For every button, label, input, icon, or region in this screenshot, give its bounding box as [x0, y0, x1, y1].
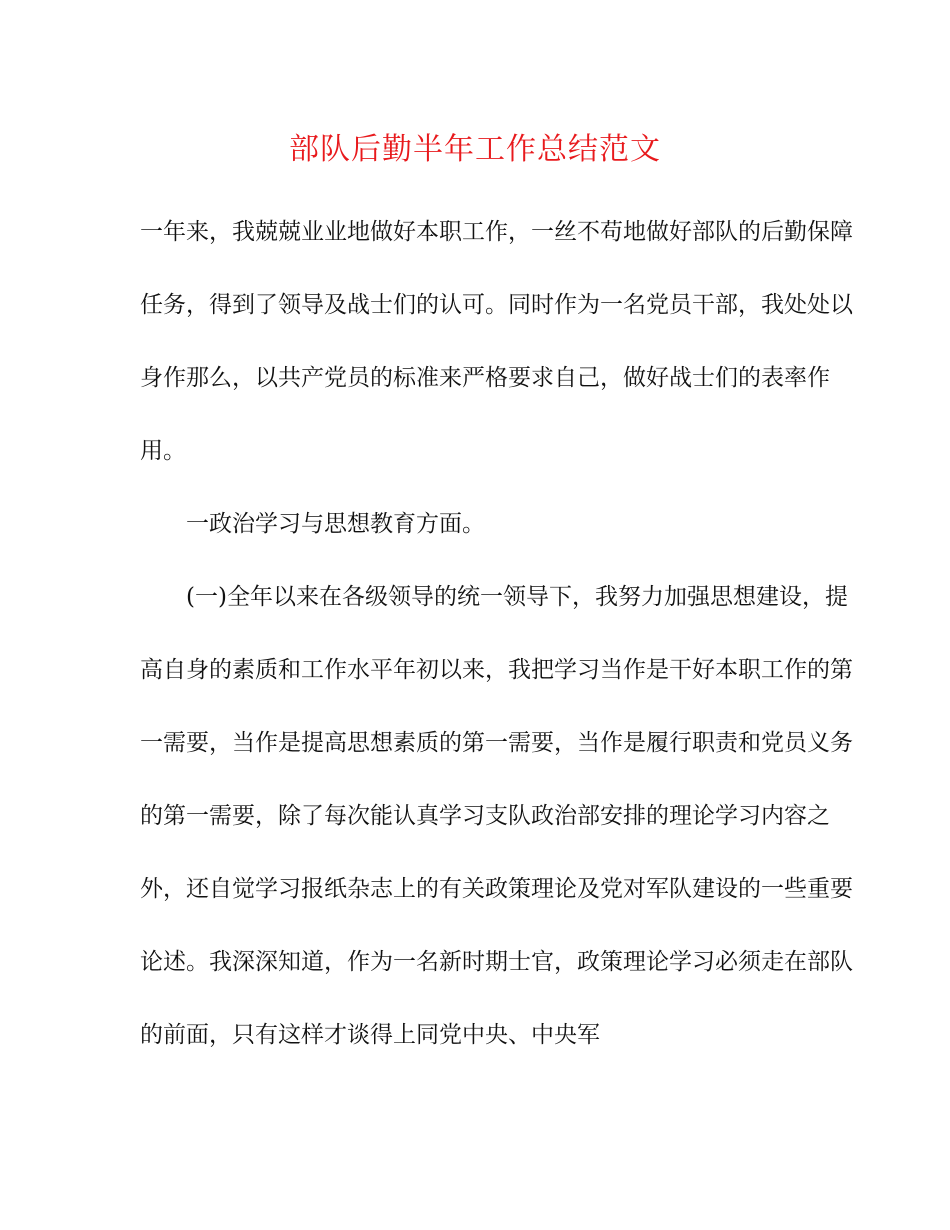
paragraph-line: (一)全年以来在各级领导的统一领导下，我努力加强思想建设，提 [186, 584, 848, 610]
paragraph-line: 论述。我深深知道，作为一名新时期士官，政策理论学习必须走在部队 [140, 949, 853, 975]
paragraph-line: 任务，得到了领导及战士们的认可。同时作为一名党员干部，我处处以 [140, 292, 853, 318]
paragraph-line: 外，还自觉学习报纸杂志上的有关政策理论及党对军队建设的一些重要 [140, 876, 853, 902]
paragraph-line: 高自身的素质和工作水平年初以来，我把学习当作是干好本职工作的第 [140, 657, 853, 683]
document-body [140, 208, 853, 1084]
paragraph-line: 一年来，我兢兢业业地做好本职工作，一丝不苟地做好部队的后勤保障 [140, 219, 853, 245]
paragraph-line: 一需要，当作是提高思想素质的第一需要，当作是履行职责和党员义务 [140, 730, 853, 756]
paragraph-line: 的第一需要，除了每次能认真学习支队政治部安排的理论学习内容之 [140, 803, 830, 829]
paragraph-line: 身作那么，以共产党员的标准来严格要求自己，做好战士们的表率作 [140, 365, 830, 391]
paragraph-line: 的前面，只有这样才谈得上同党中央、中央军 [140, 1022, 600, 1048]
section-heading: 一政治学习与思想教育方面。 [186, 511, 485, 537]
document-title: 部队后勤半年工作总结范文 [289, 132, 661, 167]
paragraph-line: 用。 [140, 438, 186, 464]
